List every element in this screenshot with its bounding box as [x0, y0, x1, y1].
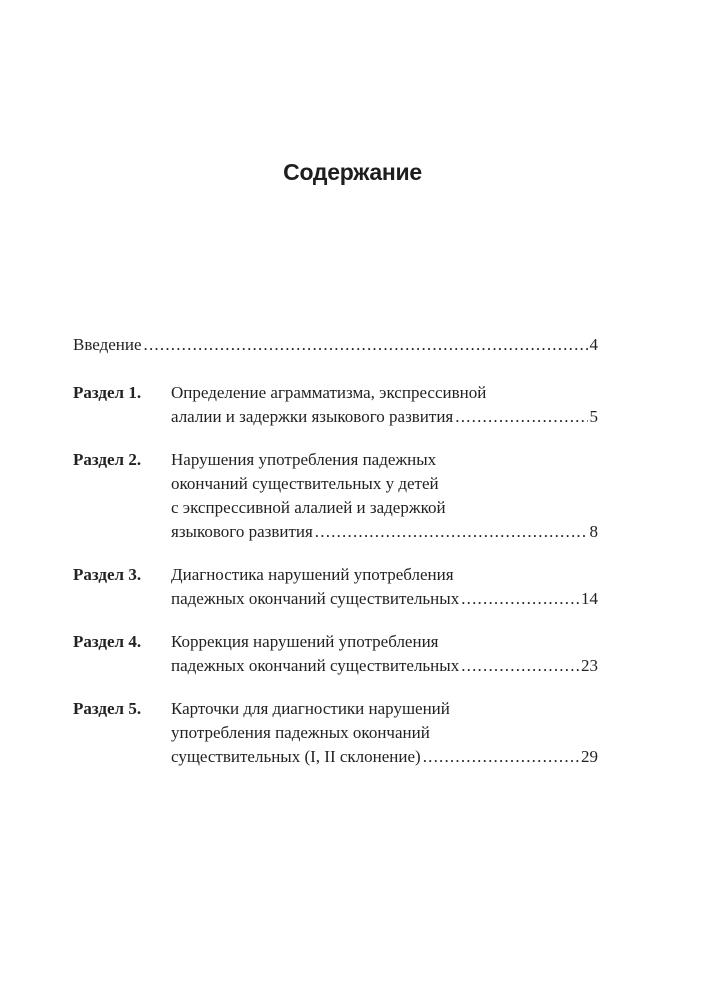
toc-entry-section-4 — [73, 630, 598, 678]
toc-entry-line: Нарушения употребления падежных — [171, 450, 437, 469]
toc-entry-section-5 — [73, 697, 598, 769]
toc-entry-body — [171, 630, 598, 678]
section-label: Раздел 2. — [73, 450, 142, 469]
toc-entry-line: языкового развития — [171, 522, 313, 541]
section-label: Раздел 4. — [73, 632, 142, 651]
toc-page-number: 14 — [581, 589, 598, 608]
toc-entry-section-2 — [73, 448, 598, 544]
toc-entry-lastline — [171, 654, 598, 678]
toc-entry-line: употребления падежных окончаний — [171, 723, 430, 742]
toc-page-number: 5 — [589, 407, 598, 426]
toc-entry-section-1 — [73, 381, 598, 429]
dot-leader — [423, 745, 579, 769]
toc-entry-line: существительных (I, II склонение) — [171, 747, 421, 766]
toc-entry-body — [171, 697, 598, 769]
toc-page-number: 8 — [589, 522, 598, 541]
toc-entry-lastline — [171, 520, 598, 544]
toc-entry-section-3 — [73, 563, 598, 611]
toc-entry-line: падежных окончаний существительных — [171, 656, 460, 675]
section-label: Раздел 1. — [73, 383, 142, 402]
toc-entry-title: Введение — [73, 335, 142, 354]
toc-entry-body — [171, 381, 598, 429]
dot-leader — [144, 333, 588, 357]
toc-entry-lastline — [171, 405, 598, 429]
toc-entry-line: алалии и задержки языкового развития — [171, 407, 454, 426]
toc-entry-intro — [73, 333, 598, 357]
dot-leader — [455, 405, 587, 429]
toc-entry-lastline — [171, 587, 598, 611]
table-of-contents — [73, 333, 598, 788]
toc-entry-body — [171, 563, 598, 611]
toc-entry-line: с экспрессивной алалией и задержкой — [171, 498, 446, 517]
toc-entry-line: Коррекция нарушений употребления — [171, 632, 439, 651]
section-label: Раздел 3. — [73, 565, 142, 584]
toc-entry-line: падежных окончаний существительных — [171, 589, 460, 608]
toc-entry-lastline — [171, 745, 598, 769]
dot-leader — [315, 520, 588, 544]
dot-leader — [461, 587, 579, 611]
toc-entry-body — [73, 333, 598, 357]
toc-entry-body — [171, 448, 598, 544]
toc-entry-lastline — [73, 333, 598, 357]
toc-entry-line: окончаний существительных у детей — [171, 474, 439, 493]
section-label: Раздел 5. — [73, 699, 142, 718]
toc-entry-line: Определение аграмматизма, экспрессивной — [171, 383, 487, 402]
toc-page-number: 4 — [589, 335, 598, 354]
toc-entry-line: Диагностика нарушений употребления — [171, 565, 454, 584]
dot-leader — [461, 654, 579, 678]
toc-entry-line: Карточки для диагностики нарушений — [171, 699, 450, 718]
toc-page-number: 23 — [581, 656, 598, 675]
page-title: Содержание — [283, 159, 422, 185]
toc-page-number: 29 — [581, 747, 598, 766]
